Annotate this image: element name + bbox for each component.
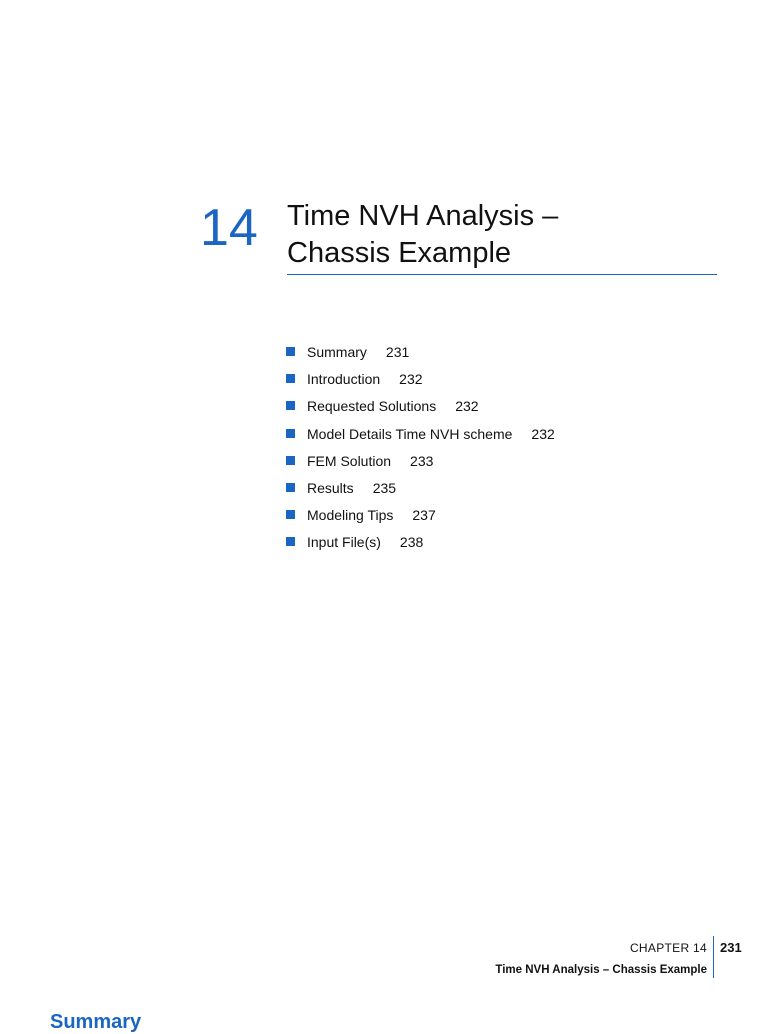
toc-item-label: Summary — [307, 344, 367, 360]
toc-item-label: Modeling Tips — [307, 507, 394, 524]
title-divider — [287, 274, 717, 275]
square-bullet-icon — [286, 537, 295, 546]
toc-item-fem-solution[interactable] — [286, 450, 555, 477]
chapter-number: 14 — [200, 199, 258, 257]
toc-item-page: 235 — [372, 479, 397, 496]
square-bullet-icon — [286, 429, 295, 438]
toc-item-label: Results — [307, 479, 354, 496]
toc-item-page: 232 — [531, 425, 555, 442]
toc-item-page: 232 — [455, 398, 479, 415]
square-bullet-icon — [286, 510, 295, 519]
toc-item-summary[interactable] — [286, 341, 555, 368]
toc-item-page: 231 — [385, 344, 410, 360]
chapter-toc — [286, 341, 555, 559]
toc-item-page: 237 — [412, 507, 436, 524]
square-bullet-icon — [286, 374, 295, 383]
toc-item-input-files[interactable] — [286, 531, 555, 558]
square-bullet-icon — [286, 483, 295, 492]
footer-page-number: 231 — [720, 940, 742, 955]
footer-divider — [713, 936, 714, 978]
toc-item-page: 238 — [399, 534, 424, 551]
toc-item-label: Input File(s) — [307, 534, 381, 551]
toc-item-model-details[interactable] — [286, 423, 555, 450]
chapter-title-line-2: Chassis Example — [287, 237, 512, 269]
toc-item-modeling-tips[interactable] — [286, 504, 555, 531]
square-bullet-icon — [286, 456, 295, 465]
toc-item-requested-solutions[interactable] — [286, 395, 555, 422]
toc-item-page: 232 — [399, 371, 423, 388]
toc-item-page: 233 — [410, 452, 434, 469]
footer-running-title: Time NVH Analysis – Chassis Example — [495, 964, 707, 976]
chapter-title — [287, 198, 717, 272]
toc-item-label: Introduction — [307, 371, 381, 388]
next-section-heading: Summary — [50, 1011, 142, 1033]
toc-item-label: FEM Solution — [307, 452, 392, 469]
toc-item-label: Requested Solutions — [307, 398, 437, 415]
toc-item-label: Model Details Time NVH scheme — [307, 425, 513, 442]
footer-chapter-label: CHAPTER 14 — [629, 941, 707, 955]
toc-item-introduction[interactable] — [286, 368, 555, 395]
toc-item-results[interactable] — [286, 477, 555, 504]
square-bullet-icon — [286, 347, 295, 356]
square-bullet-icon — [286, 401, 295, 410]
chapter-title-line-1: Time NVH Analysis – — [287, 200, 559, 232]
